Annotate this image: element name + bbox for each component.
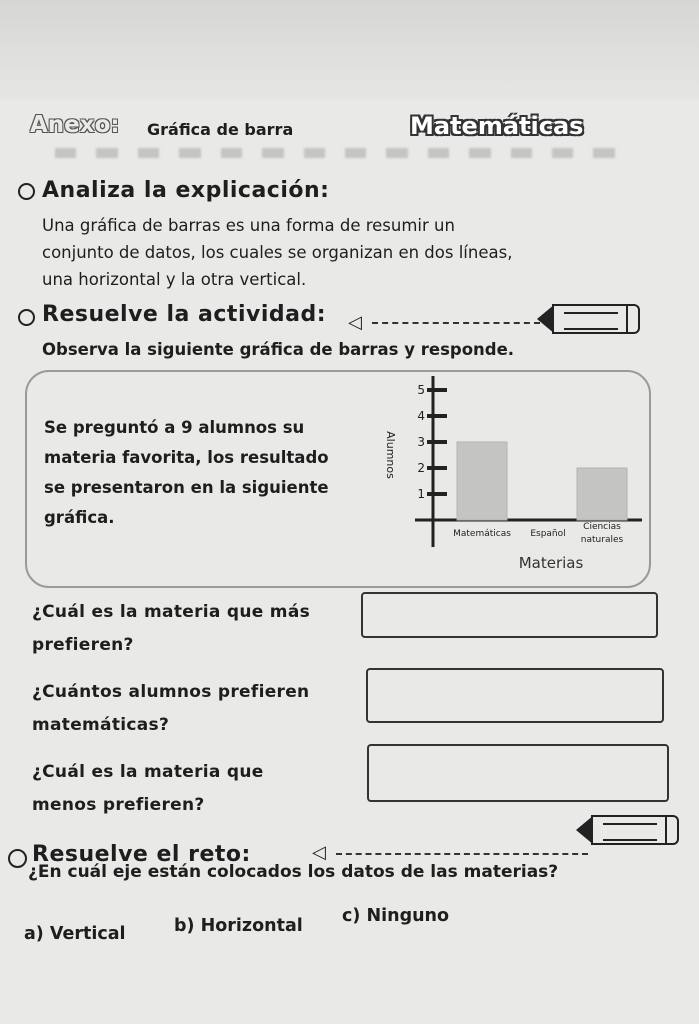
bullet-circle-icon: [18, 309, 35, 326]
faded-decoration: [55, 148, 615, 160]
y-tick-label: 3: [417, 435, 425, 449]
explanation-paragraph: [42, 212, 642, 293]
y-tick-label: 5: [417, 383, 425, 397]
y-axis-label: Alumnos: [384, 431, 397, 479]
annex-label: Anexo:: [30, 112, 120, 138]
pencil-icon: [552, 304, 640, 334]
option-vertical[interactable]: a) Vertical: [24, 924, 126, 944]
chart-intro-line: se presentaron en la siguiente: [44, 478, 329, 497]
annex-subtitle: Gráfica de barra: [147, 120, 294, 139]
subject-title: Matemáticas: [410, 112, 584, 140]
dashed-line: [372, 322, 540, 324]
question-math-count: [32, 676, 309, 742]
section-title-challenge: Resuelve el reto:: [32, 842, 251, 867]
answer-box-math-count[interactable]: [366, 668, 664, 723]
bullet-circle-icon: [18, 183, 35, 200]
x-tick-label: Español: [530, 529, 566, 539]
bar-chart: [370, 372, 650, 582]
question-line: ¿Cuál es la materia que más: [32, 602, 311, 622]
chart-intro: [44, 413, 374, 533]
chart-intro-line: Se preguntó a 9 alumnos su: [44, 418, 305, 437]
question-line: prefieren?: [32, 635, 134, 655]
activity-instruction: Observa la siguiente gráfica de barras y responde.: [42, 340, 515, 359]
background-bleed: [0, 0, 699, 100]
y-tick-label: 1: [417, 487, 425, 501]
paragraph-line: una horizontal y la otra vertical.: [42, 270, 307, 289]
chart-intro-line: materia favorita, los resultado: [44, 448, 329, 467]
option-horizontal[interactable]: b) Horizontal: [174, 916, 303, 936]
question-line: ¿Cuál es la materia que: [32, 762, 264, 782]
x-tick-label: Ciencias: [583, 522, 621, 532]
section-title-explanation: Analiza la explicación:: [42, 178, 330, 203]
question-line: menos prefieren?: [32, 795, 205, 815]
question-least-preferred: [32, 756, 264, 822]
question-line: matemáticas?: [32, 715, 170, 735]
option-none[interactable]: c) Ninguno: [342, 906, 450, 926]
paragraph-line: Una gráfica de barras es una forma de resumir un: [42, 216, 455, 235]
y-tick-label: 4: [417, 409, 425, 423]
section-title-activity: Resuelve la actividad:: [42, 302, 327, 327]
chart-intro-line: gráfica.: [44, 508, 115, 527]
arrow-left-icon: ◁: [312, 842, 326, 863]
x-tick-label: naturales: [580, 535, 624, 545]
challenge-question: ¿En cuál eje están colocados los datos de las materias?: [28, 862, 559, 882]
answer-box-most-preferred[interactable]: [361, 592, 658, 638]
paragraph-line: conjunto de datos, los cuales se organizan en dos líneas,: [42, 243, 513, 262]
question-most-preferred: [32, 596, 310, 662]
bar: [577, 468, 627, 520]
pencil-icon: [591, 815, 679, 845]
bar: [457, 442, 507, 520]
arrow-left-icon: ◁: [348, 312, 362, 333]
y-tick-label: 2: [417, 461, 425, 475]
x-axis-label: Materias: [518, 554, 584, 572]
dashed-line: [336, 853, 588, 855]
x-tick-label: Matemáticas: [453, 529, 511, 539]
answer-box-least-preferred[interactable]: [367, 744, 669, 802]
bullet-circle-icon: [8, 849, 27, 868]
question-line: ¿Cuántos alumnos prefieren: [32, 682, 310, 702]
